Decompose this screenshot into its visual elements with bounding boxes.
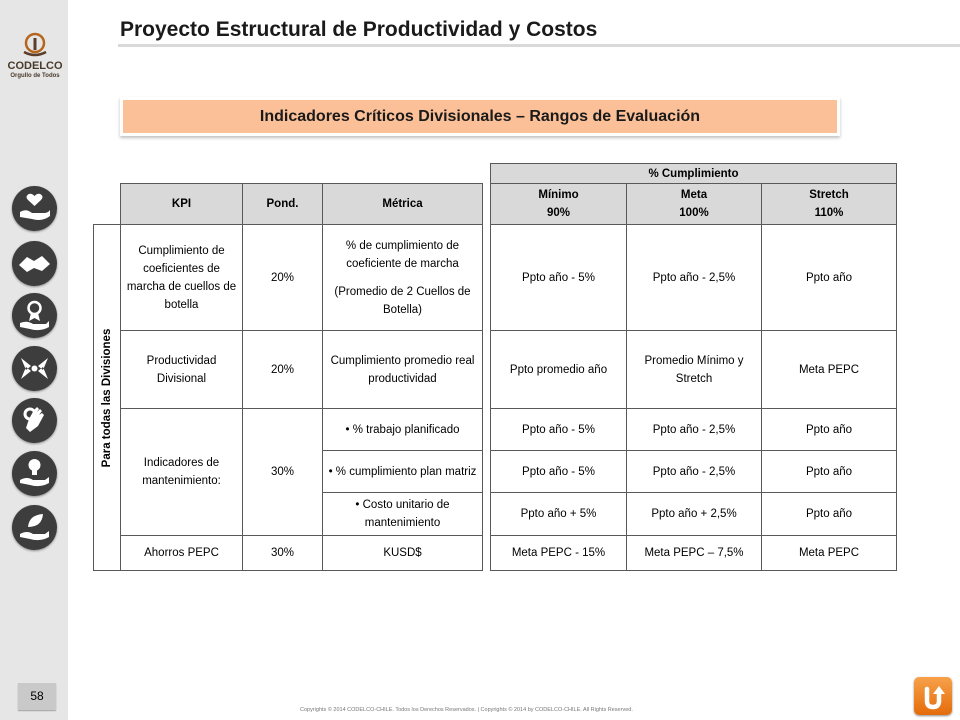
stretch-cell: Ppto año [762,451,897,493]
meta-header [627,184,762,225]
cumplimiento-table [490,163,897,571]
minimo-cell: Meta PEPC - 15% [491,536,627,571]
kpi-header: KPI [121,184,243,225]
handshake-icon[interactable] [12,241,57,286]
metrica-text: % de cumplimiento de coeficiente de marcha [345,239,460,270]
kpi-cell: Cumplimiento de coeficientes de marcha de cuellos de botella [121,225,243,331]
minimo-header [491,184,627,225]
metrica-cell [323,225,483,331]
stretch-header [762,184,897,225]
page-title: Proyecto Estructural de Productividad y Costos [120,18,598,41]
logo-brand: CODELCO [7,60,63,72]
banner-text: Indicadores Críticos Divisionales – Rangos de Evaluación [123,100,837,133]
meta-value: 100% [679,207,709,219]
meta-cell: Promedio Mínimo y Stretch [627,331,762,409]
table-row [491,536,897,571]
award-hand-icon[interactable] [12,293,57,338]
metrica-cell: Cumplimiento promedio real productividad [323,331,483,409]
minimo-cell: Ppto año - 5% [491,409,627,451]
minimo-cell: Ppto año - 5% [491,225,627,331]
leaf-hand-icon[interactable] [12,505,57,550]
logo-slogan: Orgullo de Todos [10,73,60,79]
metrica-cell: • % trabajo planificado [323,409,483,451]
stretch-value: 110% [814,207,844,219]
stretch-label: Stretch [809,189,849,201]
table-row [491,451,897,493]
metrica-cell: KUSD$ [323,536,483,571]
metrica-header: Métrica [323,184,483,225]
table-row [491,225,897,331]
meta-label: Meta [680,189,708,201]
meta-cell: Ppto año - 2,5% [627,225,762,331]
return-arrow-icon [914,677,952,715]
stretch-cell: Ppto año [762,493,897,536]
table-row [491,331,897,409]
stretch-cell: Meta PEPC [762,331,897,409]
table-row [491,493,897,536]
kpi-cell: Ahorros PEPC [121,536,243,571]
meta-cell: Ppto año + 2,5% [627,493,762,536]
stretch-cell: Ppto año [762,409,897,451]
table-row [94,536,483,571]
metrica-cell: • % cumplimiento plan matriz [323,451,483,493]
kpi-cell: Indicadores de mantenimiento: [121,409,243,536]
pond-cell: 20% [243,331,323,409]
minimo-cell: Ppto promedio año [491,331,627,409]
table-row [491,409,897,451]
meta-cell: Ppto año - 2,5% [627,409,762,451]
title-divider [118,44,960,47]
minimo-cell: Ppto año - 5% [491,451,627,493]
table-row [94,331,483,409]
group-label: Para todas las Divisiones [101,328,113,467]
metrica-cell: • Costo unitario de mantenimiento [323,493,483,536]
sidebar [0,0,68,720]
codelco-logo [6,32,64,80]
page-number: 58 [18,683,56,710]
cumplimiento-header: % Cumplimiento [491,164,897,184]
lightbulb-hand-icon[interactable] [12,451,57,496]
minimo-cell: Ppto año + 5% [491,493,627,536]
pond-cell: 20% [243,225,323,331]
codelco-logo-icon [20,32,50,60]
pond-cell: 30% [243,536,323,571]
table-row [94,409,483,451]
connected-hands-icon[interactable] [12,346,57,391]
kpi-cell: Productividad Divisional [121,331,243,409]
group-label-cell [94,225,121,571]
heart-hands-icon[interactable] [12,186,57,231]
meta-cell: Meta PEPC – 7,5% [627,536,762,571]
stretch-cell: Ppto año [762,225,897,331]
kpi-table [93,183,483,571]
kpi-table-corner [94,184,121,225]
ok-hand-icon[interactable] [12,398,57,443]
meta-cell: Ppto año - 2,5% [627,451,762,493]
minimo-value: 90% [546,207,571,219]
pond-header: Pond. [243,184,323,225]
pond-cell: 30% [243,409,323,536]
copyright-text: Copyrights © 2014 CODELCO-CHILE. Todos los Derechos Reservados. | Copyrights © 2014 by CODELCO-CHILE. All Rights Reserved. [300,707,633,713]
minimo-label: Mínimo [538,189,579,201]
stretch-cell: Meta PEPC [762,536,897,571]
metrica-note: (Promedio de 2 Cuellos de Botella) [334,285,471,316]
return-button[interactable] [914,677,952,715]
section-banner [120,97,840,136]
table-row [94,225,483,331]
